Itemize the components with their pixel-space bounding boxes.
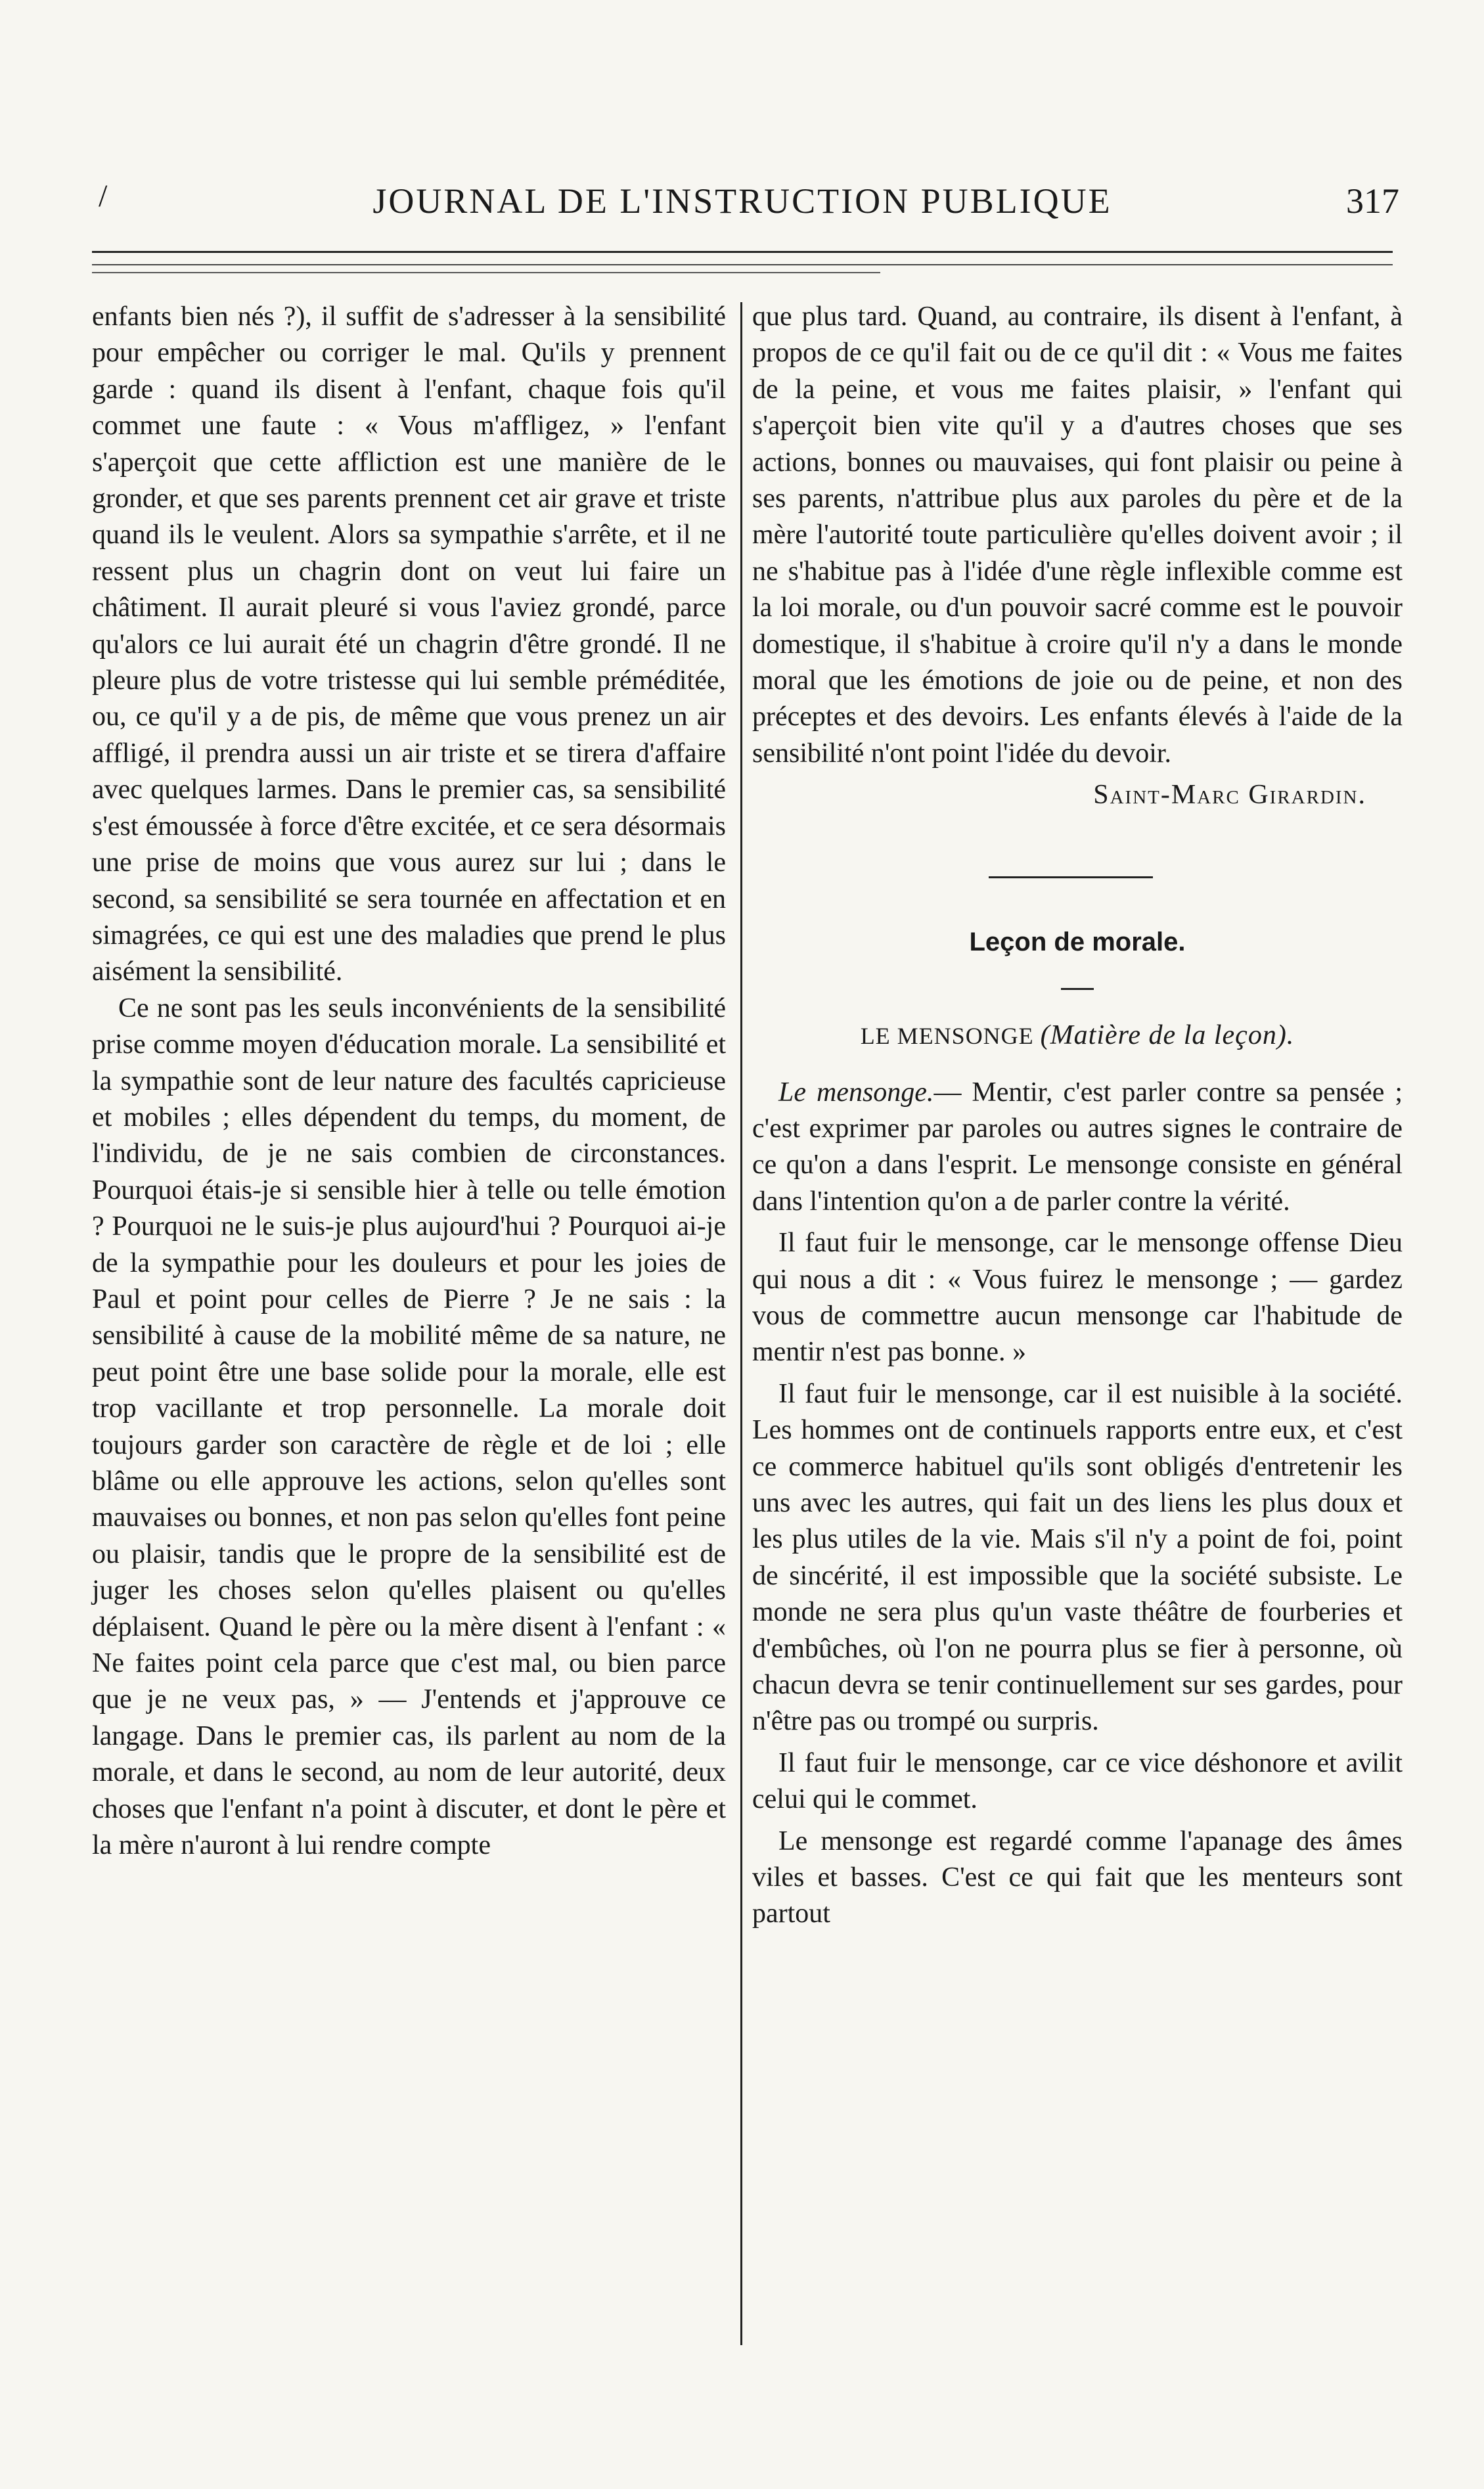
heading-dash (1061, 988, 1094, 990)
column-divider (740, 302, 742, 2345)
lesson-subtitle (752, 1018, 1403, 1054)
page-number: 317 (1346, 181, 1399, 221)
subtitle-caps: LE MENSONGE (860, 1023, 1034, 1050)
section-separator (989, 876, 1153, 878)
subtitle-italic: (Matière de la leçon). (1040, 1020, 1295, 1051)
left-paragraph-2: Ce ne sont pas les seuls inconvénients de la sensibilité prise comme moyen d'éducation morale. La sensibilité et la sympathie sont de leur nature des facultés capricieuse et mobiles ; elles dépendent du temps, du moment, de l'individu, de je ne sais combien de circonstances. Pourquoi étais-je si sensible hier à telle ou telle émotion ? Pourquoi ne le suis-je plus aujourd'hui ? Pourquoi ai-je de la sympathie pour les douleurs et pour les joies de Paul et point pour celles de Pierre ? Je ne sais : la sensibilité à cause de la mobilité même de sa nature, ne peut point être une base solide pour la morale, elle est trop vacillante et trop personnelle. La morale doit toujours garder son caractère de règle et de loi ; elle blâme ou elle approuve les actions, selon qu'elles sont mauvaises ou bonnes, et non pas selon qu'elles font peine ou plaisir, tandis que le propre de la sensibilité est de juger les choses selon qu'elles plaisent ou qu'elles déplaisent. Quand le père ou la mère disent à l'enfant : « Ne faites point cela parce que c'est mal, ou bien parce que je ne veux pas, » — J'entends et j'approuve ce langage. Dans le premier cas, ils parlent au nom de la morale, et dans le second, au nom de leur autorité, deux choses que l'enfant n'a point à discuter, et dont le père et la mère n'auront à lui rendre compte (92, 993, 726, 1861)
right-paragraph-5: Le mensonge est regardé comme l'apanage des âmes viles et basses. C'est ce qui fait que les menteurs sont partout (752, 1826, 1403, 1929)
journal-title: JOURNAL DE L'INSTRUCTION PUBLIQUE (372, 181, 1112, 221)
definition-paragraph (752, 1075, 1403, 1221)
definition-text: — Mentir, c'est parler contre sa pensée ; c'est exprimer par paroles ou autres signes le contraire de ce qu'on a dans l'esprit. Le mensonge consiste en général dans l'intention qu'on a de parler contre la vérité. (752, 1077, 1403, 1217)
right-column (752, 299, 1403, 1933)
definition-label: Le mensonge. (778, 1077, 934, 1108)
running-header (85, 181, 1399, 233)
left-column (92, 299, 726, 1864)
lesson-heading: Leçon de morale. (969, 927, 1186, 956)
header-rule-double (92, 264, 1393, 265)
margin-mark: / (99, 179, 108, 213)
author-signature: Saint-Marc Girardin. (1093, 780, 1366, 811)
right-paragraph-3: Il faut fuir le mensonge, car il est nuisible à la société. Les hommes ont de continuels rapports entre eux, et c'est ce commerce habituel qu'ils sont obligés d'entretenir les uns avec les autres, qui fait un des liens les plus doux et les plus utiles de la vie. Mais s'il n'y a point de foi, point de sincérité, il est impossible que la société subsiste. Le monde ne sera plus qu'un vaste théâtre de fourberies et d'embûches, où l'on ne pourra plus se fier à personne, où chacun devra se tenir continuellement sur ses gardes, pour n'être pas ou trompé ou surpris. (752, 1378, 1403, 1737)
right-paragraph-2: Il faut fuir le mensonge, car le mensonge offense Dieu qui nous a dit : « Vous fuirez le mensonge ; — gardez vous de commettre aucun mensonge car l'habitude de mentir n'est pas bonne. » (752, 1228, 1403, 1368)
header-rule (92, 251, 1393, 253)
left-paragraph-1: enfants bien nés ?), il suffit de s'adresser à la sensibilité pour empêcher ou corriger le mal. Qu'ils y prennent garde : quand ils disent à l'enfant, chaque fois qu'il commet une faute : « Vous m'affligez, » l'enfant s'aperçoit que cette affliction est une manière de le gronder, et que ses parents prennent cet air grave et triste quand ils le veulent. Alors sa sympathie s'arrête, et il ne ressent plus un chagrin dont on veut lui faire un châtiment. Il aurait pleuré si vous l'aviez grondé, parce qu'alors ce lui aurait été un chagrin d'être grondé. Il ne pleure plus de votre tristesse qui lui semble préméditée, ou, ce qu'il y a de pis, de même que vous prenez un air affligé, il prendra aussi un air triste et se tirera d'affaire avec quelques larmes. Dans le premier cas, sa sensibilité s'est émoussée à force d'être excitée, et ce sera désormais une prise de moins que vous aurez sur lui ; dans le second, sa sensibilité se sera tournée en affectation et en simagrées, ce qui est une des maladies que prend le plus aisément la sensibilité. (92, 302, 726, 987)
right-paragraph-4: Il faut fuir le mensonge, car ce vice déshonore et avilit celui qui le commet. (752, 1747, 1403, 1815)
right-paragraph-1: que plus tard. Quand, au contraire, ils disent à l'enfant, à propos de ce qu'il fait ou de ce qu'il dit : « Vous me faites de la peine, et vous me faites plaisir, » l'enfant qui s'aperçoit bien vite qu'il y a d'autres choses que ses actions, bonnes ou mauvaises, qui font plaisir ou peine à ses parents, n'attribue plus aux paroles du père et de la mère l'autorité toute particulière qu'elles doivent avoir ; il ne s'habitue pas à l'idée d'une règle inflexible comme est la loi morale, ou d'un pouvoir sacré comme est le pouvoir domestique, il s'habitue à croire qu'il n'y a dans le monde moral que les émotions de joie ou de peine, et non des préceptes et des devoirs. Les enfants élevés à l'aide de la sensibilité n'ont point l'idée du devoir. (752, 302, 1403, 769)
header-rule-short (92, 272, 880, 273)
